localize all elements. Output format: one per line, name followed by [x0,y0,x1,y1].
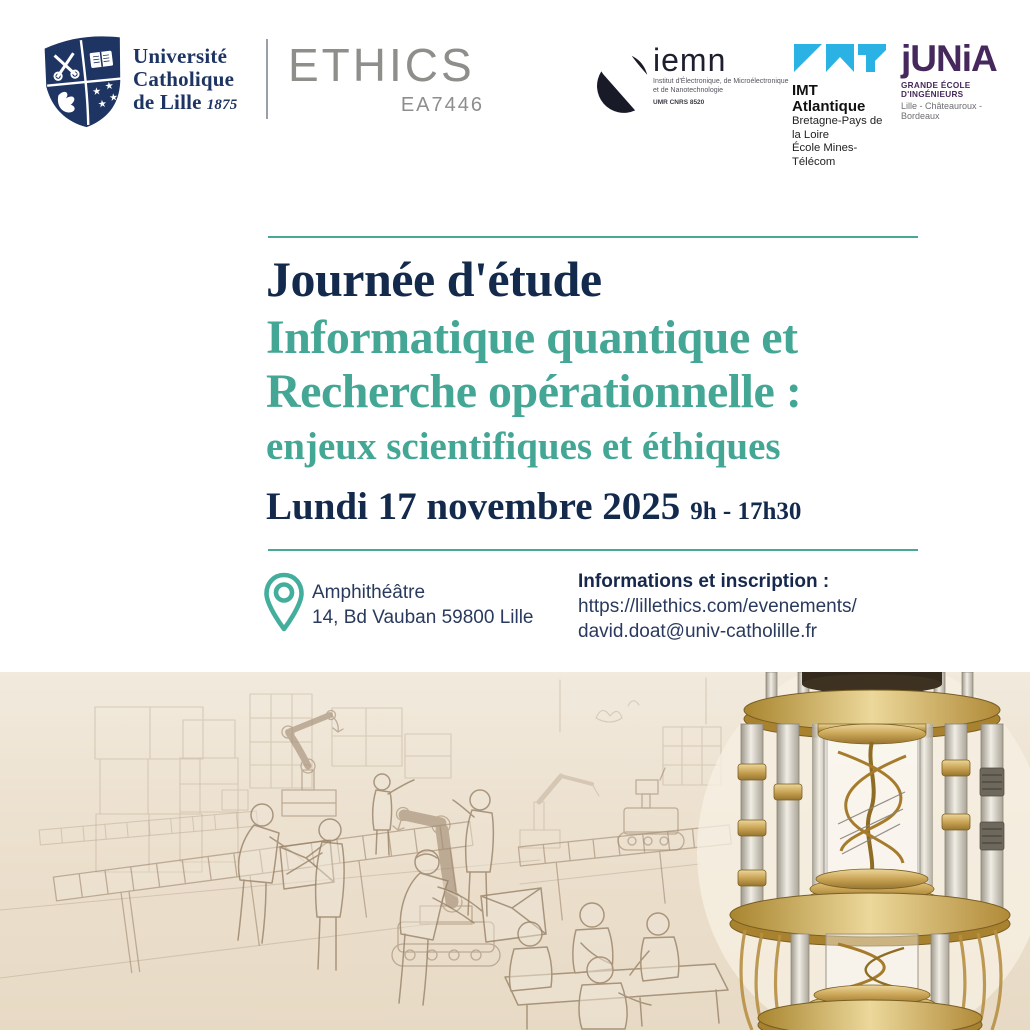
event-kicker: Journée d'étude [266,251,602,307]
venue-block [312,580,534,630]
ucl-shield-logo [33,34,137,130]
ucl-year: 1875 [206,97,238,113]
junia-wordmark: jUNiA [901,38,997,79]
ucl-line3: de Lille 1875 [133,90,238,114]
venue-address: 14, Bd Vauban 59800 Lille [312,607,534,628]
event-dateline [266,484,801,529]
junia-logo [901,40,1017,121]
svg-text:★: ★ [108,92,119,105]
ethics-name: ETHICS [288,39,475,91]
event-date: Lundi 17 novembre 2025 [266,485,681,528]
info-block [578,569,857,644]
event-title-line2: Recherche opérationnelle : [266,365,802,418]
junia-campuses: Lille - Châteauroux - Bordeaux [901,101,983,121]
ucl-wordmark [133,45,238,117]
event-time: 9h - 17h30 [690,498,802,525]
svg-text:★: ★ [91,86,102,99]
svg-text:★: ★ [104,80,115,93]
iemn-moon-icon [597,51,649,123]
iemn-desc: Institut d'Électronique, de Microélectronique et de Nanotechnologie [653,78,789,94]
ethics-logo [288,40,484,117]
quantum-computer [697,672,1030,1030]
ethics-code: EA7446 [400,94,484,116]
imt-mark-icon [792,42,888,74]
ucl-line2: Catholique [133,67,235,91]
info-url[interactable]: https://lillethics.com/evenements/ [578,596,857,617]
imt-region: Bretagne-Pays de la Loire [792,115,883,141]
event-subtitle: enjeux scientifiques et éthiques [266,425,781,468]
junia-tagline: GRANDE ÉCOLE D'INGÉNIEURS [901,81,971,99]
event-title-line1: Informatique quantique et [266,311,798,364]
info-label: Informations et inscription : [578,571,830,592]
iemn-wordmark: iemn [653,42,727,78]
header-divider [266,39,268,119]
iemn-logo [597,42,789,123]
info-email[interactable]: david.doat@univ-catholille.fr [578,621,817,642]
bottom-rule [268,549,918,551]
imt-name: IMT Atlantique [792,82,866,115]
factory-quantum-illustration [0,672,1030,1030]
location-pin-icon [263,572,305,634]
iemn-unit: UMR CNRS 8520 [653,99,705,106]
venue-name: Amphithéâtre [312,582,426,603]
ucl-line1: Université [133,44,228,68]
imt-school: École Mines-Télécom [792,142,858,168]
imt-logo [792,42,894,169]
svg-text:★: ★ [97,98,108,111]
top-rule [268,236,918,238]
event-title [266,311,801,419]
